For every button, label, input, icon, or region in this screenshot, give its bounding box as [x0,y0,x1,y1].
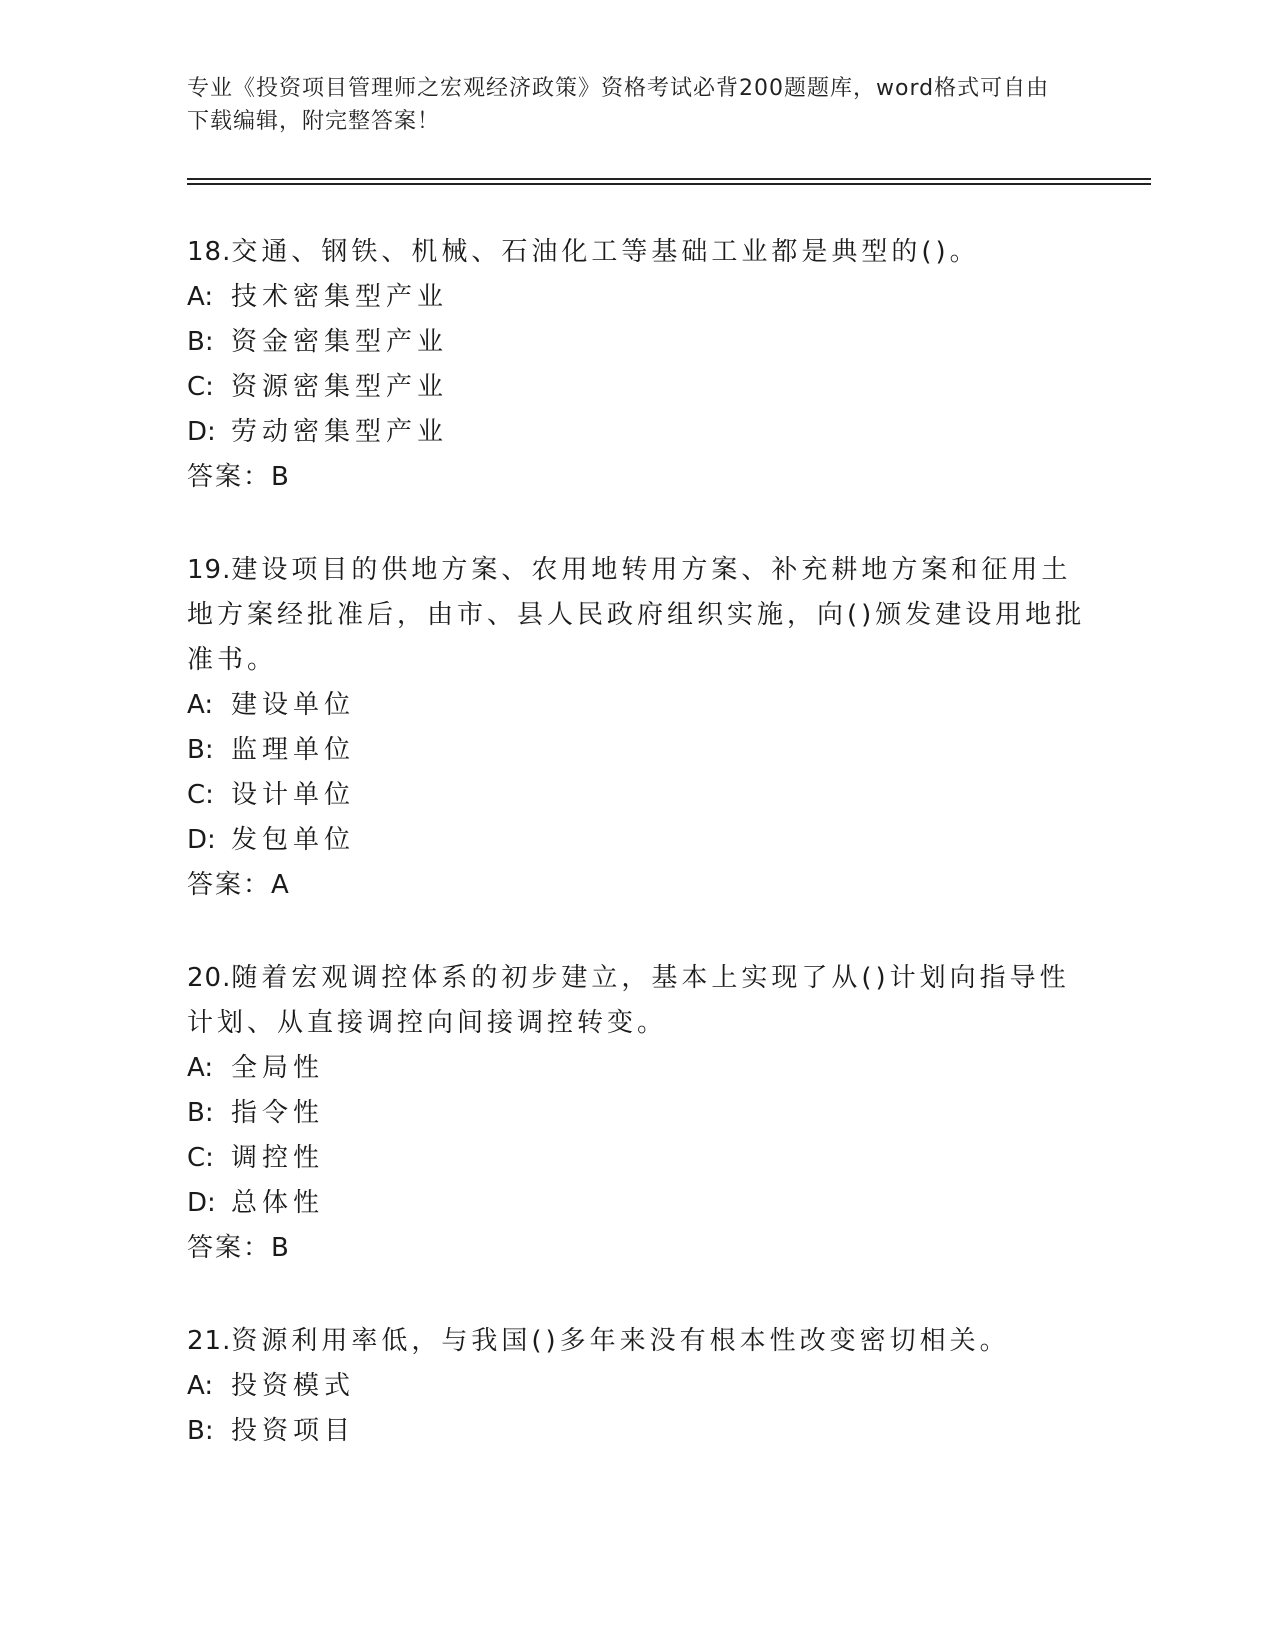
option-key: D: [187,825,216,855]
option-key: C: [187,1143,214,1173]
option-b [187,728,1087,773]
option-c [187,1136,1087,1181]
option-key: A: [187,1053,214,1083]
option-text: 劳动密集型产业 [231,417,449,447]
question-18 [187,230,1087,500]
option-text: 资源密集型产业 [231,372,449,402]
option-key: B: [187,1416,214,1446]
question-text: 建设项目的供地方案、农用地转用方案、补充耕地方案和征用土地方案经批准后，由市、县人民政府组织实施，向()颁发建设用地批准书。 [187,555,1086,675]
option-a [187,1364,1087,1409]
answer-line [187,455,1087,500]
option-key: C: [187,780,214,810]
option-a [187,275,1087,320]
question-number: 18. [187,237,232,267]
option-d [187,818,1087,863]
answer-label: 答案： [187,1233,272,1263]
question-stem [187,956,1087,1046]
option-key: B: [187,1098,214,1128]
answer-value: A [271,870,289,900]
question-20 [187,956,1087,1271]
option-c [187,773,1087,818]
header-divider-second-line [187,183,1151,185]
question-text: 资源利用率低，与我国()多年来没有根本性改变密切相关。 [231,1326,1010,1356]
option-key: D: [187,1188,216,1218]
answer-line [187,863,1087,908]
option-text: 设计单位 [231,780,356,810]
option-key: A: [187,1371,214,1401]
option-text: 资金密集型产业 [231,327,449,357]
question-19 [187,548,1087,908]
question-number: 19. [187,555,232,585]
option-text: 指令性 [231,1098,325,1128]
option-text: 技术密集型产业 [231,282,449,312]
question-text: 交通、钢铁、机械、石油化工等基础工业都是典型的()。 [231,237,980,267]
option-d [187,410,1087,455]
option-b [187,320,1087,365]
option-key: A: [187,282,214,312]
option-b [187,1409,1087,1454]
option-text: 监理单位 [231,735,356,765]
question-stem [187,230,1087,275]
question-stem [187,1319,1087,1364]
answer-label: 答案： [187,870,272,900]
option-key: B: [187,735,214,765]
option-key: C: [187,372,214,402]
answer-line [187,1226,1087,1271]
question-number: 20. [187,963,232,993]
option-d [187,1181,1087,1226]
option-b [187,1091,1087,1136]
document-header: 专业《投资项目管理师之宏观经济政策》资格考试必背200题题库，word格式可自由下载编辑，附完整答案！ [187,76,1050,134]
option-key: B: [187,327,214,357]
option-text: 调控性 [231,1143,325,1173]
header-divider [187,178,1151,180]
option-text: 总体性 [231,1188,325,1218]
option-a [187,1046,1087,1091]
option-key: D: [187,417,216,447]
option-text: 投资项目 [231,1416,356,1446]
answer-label: 答案： [187,462,272,492]
option-text: 投资模式 [231,1371,356,1401]
option-a [187,683,1087,728]
option-c [187,365,1087,410]
question-text: 随着宏观调控体系的初步建立，基本上实现了从()计划向指导性计划、从直接调控向间接调控转变。 [187,963,1070,1038]
option-text: 发包单位 [231,825,356,855]
option-text: 建设单位 [231,690,356,720]
answer-value: B [271,462,289,492]
question-number: 21. [187,1326,232,1356]
question-21 [187,1319,1087,1454]
answer-value: B [271,1233,289,1263]
option-text: 全局性 [231,1053,325,1083]
question-stem [187,548,1087,683]
question-list [187,230,1087,1502]
option-key: A: [187,690,214,720]
